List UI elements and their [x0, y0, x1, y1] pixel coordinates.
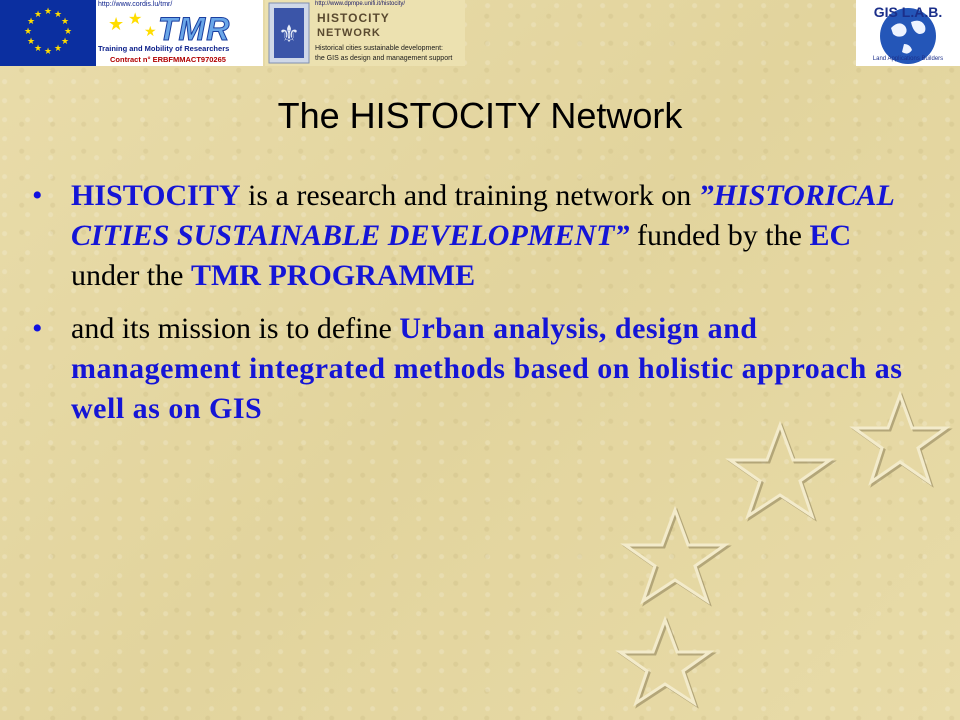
svg-text:★: ★ [53, 10, 63, 20]
slide-title: The HISTOCITY Network [277, 95, 683, 136]
svg-text:★: ★ [33, 44, 43, 54]
bullet-item-1 [32, 176, 922, 296]
svg-text:★: ★ [26, 37, 36, 47]
bullet-dot-icon: • [32, 312, 43, 345]
svg-text:★: ★ [60, 17, 70, 27]
mission-statement: Urban analysis, design and management integrated methods based on holistic approach as well as on GIS [71, 312, 903, 425]
histocity-url: http://www.dpmpe.unifi.it/histocity/ [315, 1, 406, 7]
tmr-programme-term: TMR PROGRAMME [190, 259, 476, 292]
histocity-desc-line2: the GIS as design and management support [315, 55, 453, 62]
tmr-url: http://www.cordis.lu/tmr/ [98, 1, 173, 8]
histocity-title: HISTOCITY [317, 11, 390, 25]
svg-text:★: ★ [63, 27, 73, 37]
histocity-desc-line1: Historical cities sustainable development: [315, 45, 444, 52]
eu-flag-logo [0, 0, 96, 66]
svg-text:★: ★ [43, 7, 53, 17]
histocity-network-label: NETWORK [317, 27, 381, 39]
bullet-dot-icon: • [32, 179, 43, 212]
histocity-term: HISTOCITY [71, 179, 241, 212]
bullet2-text-a: and its mission is to define [71, 312, 400, 345]
svg-text:★: ★ [33, 10, 43, 20]
svg-text:★: ★ [108, 14, 125, 35]
tmr-logo [96, 0, 263, 66]
tmr-line1: Training and Mobility of Researchers [98, 44, 230, 53]
svg-text:★: ★ [43, 47, 53, 57]
bullet1-text-b: funded by the [629, 219, 810, 252]
svg-text:⚜: ⚜ [278, 20, 300, 48]
histocity-logo [265, 0, 465, 66]
decorative-stars-icon [600, 370, 960, 720]
svg-text:★: ★ [23, 27, 33, 37]
tmr-mark: TMR [158, 11, 231, 47]
svg-text:★: ★ [53, 44, 63, 54]
svg-text:★: ★ [128, 9, 143, 28]
tmr-line2: Contract n° ERBFMMACT970265 [110, 55, 226, 64]
bullet1-text-c: under the [71, 259, 191, 292]
florence-lily-crest-icon [268, 2, 310, 64]
gis-lab-title: GIS L.A.B. [873, 4, 943, 20]
svg-text:★: ★ [60, 37, 70, 47]
tmr-stars-icon [106, 8, 162, 44]
program-name: ”HISTORICAL CITIES SUSTAINABLE DEVELOPMENT” [71, 179, 894, 252]
svg-text:★: ★ [144, 24, 157, 40]
gis-lab-logo [856, 0, 960, 66]
ec-term: EC [809, 219, 852, 252]
bullet1-text-a: is a research and training network on [240, 179, 699, 212]
svg-text:★: ★ [26, 17, 36, 27]
gis-lab-subtitle: Land Applications Builders [872, 56, 944, 62]
